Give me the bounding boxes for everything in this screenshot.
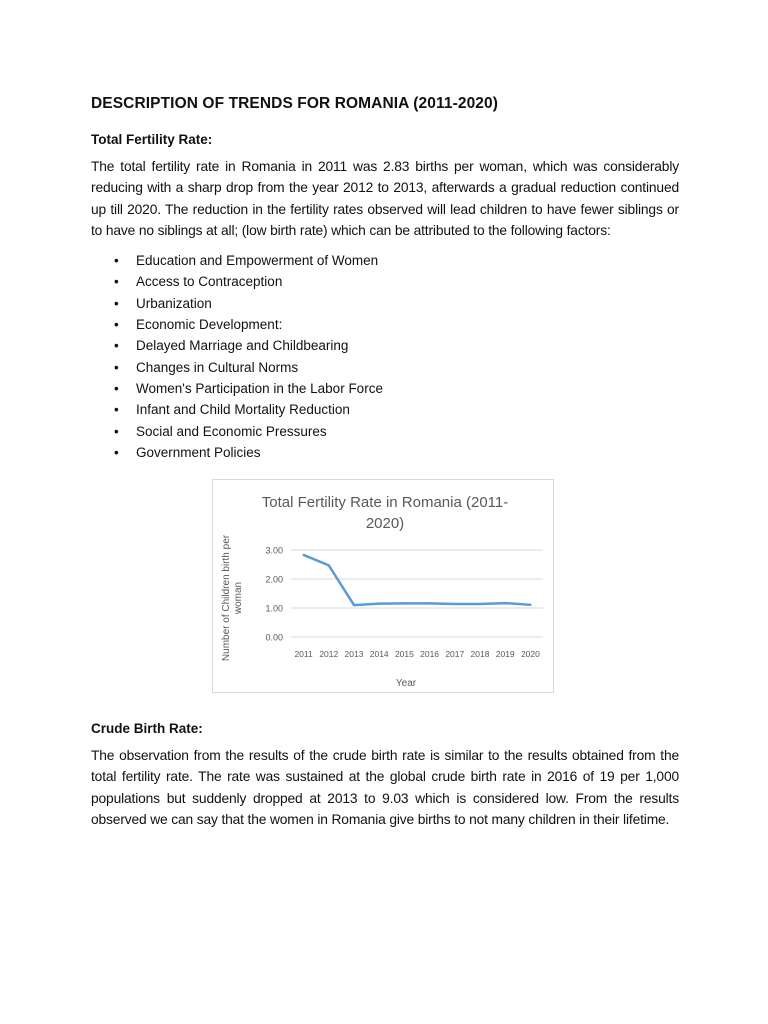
factor-item — [91, 271, 679, 292]
data-point — [454, 603, 456, 605]
chart-svg — [213, 480, 553, 692]
x-tick-label: 2014 — [369, 649, 389, 660]
y-tick-label: 2.00 — [265, 574, 283, 585]
y-tick-label: 1.00 — [265, 603, 283, 614]
x-tick-label: 2011 — [294, 649, 313, 660]
bullet-icon: • — [114, 423, 119, 439]
tfr-paragraph: The total fertility rate in Romania in 2011 was 2.83 births per woman, which was considerably reducing with a sharp drop from the year 2012 to 2013, afterwards a gradual reduction continued up till 2020. The reduction in the fertility rates observed will lead children to have fewer siblings or to have no siblings at all; (low birth rate) which can be attributed to the following factors: — [91, 159, 679, 238]
data-point — [378, 603, 380, 605]
y-tick-label: 3.00 — [265, 545, 283, 556]
bullet-icon: • — [114, 317, 119, 333]
factor-label: Government Policies — [136, 444, 261, 460]
factor-item — [91, 442, 679, 463]
y-tick-label: 0.00 — [265, 632, 283, 643]
bullet-icon: • — [114, 274, 119, 290]
bullet-icon: • — [114, 380, 119, 396]
cbr-paragraph: The observation from the results of the crude birth rate is similar to the results obtained from the total fertility rate. The rate was sustained at the global crude birth rate in 2016 of 19 per 1,000 populations but suddenly dropped at 2013 to 9.03 which is considered low. From the results observed we can say that the women in Romania give births to not many children in their lifetime. — [91, 748, 679, 828]
x-tick-label: 2020 — [520, 649, 540, 660]
data-point — [328, 564, 330, 566]
factor-label: Changes in Cultural Norms — [136, 359, 299, 375]
factor-label: Access to Contraception — [136, 274, 283, 290]
factor-label: Infant and Child Mortality Reduction — [136, 402, 350, 418]
data-point — [353, 604, 355, 606]
bullet-icon: • — [114, 338, 119, 354]
x-tick-label: 2016 — [420, 649, 440, 660]
factor-item — [91, 421, 679, 442]
data-point — [428, 602, 430, 604]
x-axis-label: Year — [395, 678, 417, 690]
data-point — [302, 554, 304, 556]
factor-item — [91, 250, 679, 271]
bullet-icon: • — [114, 253, 119, 269]
x-tick-label: 2019 — [495, 649, 515, 660]
factor-list — [91, 250, 679, 463]
data-point — [403, 602, 405, 604]
series-line — [304, 555, 531, 605]
bullet-icon: • — [114, 402, 119, 418]
factor-item — [91, 378, 679, 399]
y-axis-label-line1: Number of Children birth per — [221, 535, 232, 662]
tfr-chart — [212, 479, 554, 693]
factor-label: Women's Participation in the Labor Force — [136, 380, 383, 396]
factor-label: Economic Development: — [136, 317, 283, 333]
x-tick-label: 2012 — [319, 649, 339, 660]
bullet-icon: • — [114, 295, 119, 311]
factor-item — [91, 399, 679, 420]
data-point — [529, 604, 531, 606]
y-axis-label-line2: woman — [233, 582, 244, 615]
data-point — [504, 602, 506, 604]
chart-title-line1: Total Fertility Rate in Romania (2011- — [261, 494, 509, 512]
factor-item — [91, 293, 679, 314]
factor-label: Social and Economic Pressures — [136, 423, 327, 439]
factor-label: Education and Empowerment of Women — [136, 253, 379, 269]
chart-title-line2: 2020) — [365, 515, 405, 533]
x-tick-label: 2017 — [445, 649, 465, 660]
document-body — [91, 94, 679, 830]
page-title: DESCRIPTION OF TRENDS FOR ROMANIA (2011-2020) — [91, 95, 498, 112]
cbr-heading: Crude Birth Rate: — [91, 721, 203, 737]
bullet-icon: • — [114, 359, 119, 375]
bullet-icon: • — [114, 444, 119, 460]
factor-label: Delayed Marriage and Childbearing — [136, 338, 349, 354]
factor-label: Urbanization — [136, 295, 212, 311]
tfr-heading: Total Fertility Rate: — [91, 132, 213, 147]
factor-item — [91, 335, 679, 356]
x-tick-label: 2018 — [470, 649, 490, 660]
x-tick-label: 2013 — [344, 649, 364, 660]
x-tick-label: 2015 — [394, 649, 414, 660]
data-point — [479, 603, 481, 605]
factor-item — [91, 314, 679, 335]
factor-item — [91, 357, 679, 378]
